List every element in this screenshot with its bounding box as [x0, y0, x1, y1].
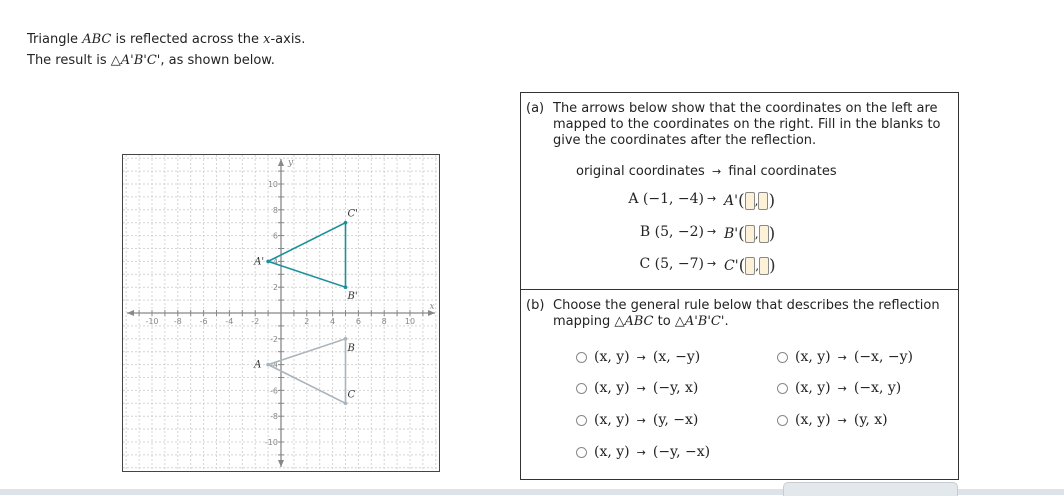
problem-statement — [27, 29, 305, 71]
rule-option-negx-negy[interactable]: (x, y) → (−x, −y) — [777, 349, 913, 365]
c-prime-y-input[interactable] — [759, 257, 769, 275]
coordinate-graph — [122, 154, 440, 472]
rule-option-negy-x[interactable]: (x, y) → (−y, x) — [576, 380, 698, 396]
x-tick-label: -6 — [199, 317, 208, 326]
x-tick-label: 6 — [355, 317, 361, 326]
part-a-section: (a) The arrows below show that the coordinates on the left are mapped to the coordinates on the right. Fill in the blanks to give the coordinates after the reflection. original coordinates → final coordinates A (−1, −4) → A' ( , ) B (5, −2) → B' ( , ) C (5, −7) → C' ( , ) — [521, 93, 958, 290]
y-axis-arrow-up — [278, 159, 284, 166]
radio-icon[interactable] — [576, 415, 587, 426]
x-tick-label: -10 — [145, 317, 159, 326]
triangle-abc-label-c: C — [347, 389, 356, 401]
x-tick-label: -2 — [251, 317, 260, 326]
radio-icon[interactable] — [777, 415, 788, 426]
graph-canvas — [123, 155, 439, 471]
triangle-a-prime-b-prime-c-prime-vertex-a — [266, 260, 270, 264]
y-tick-label: 2 — [272, 283, 278, 293]
part-b-label: (b) — [526, 298, 545, 313]
y-tick-label: -6 — [270, 386, 278, 396]
x-tick-label: -4 — [225, 317, 234, 326]
y-tick-label: -10 — [264, 438, 278, 447]
triangle-a-prime-b-prime-c-prime-label-c: C' — [347, 208, 358, 220]
part-a-text: The arrows below show that the coordinates on the left are mapped to the coordinates on the right. Fill in the blanks to give the coordinates after the reflection. — [553, 101, 941, 148]
y-axis-label: y — [288, 158, 294, 168]
radio-icon[interactable] — [576, 352, 587, 363]
coordinates-header: original coordinates → final coordinates — [576, 164, 837, 179]
x-tick-label: 2 — [304, 317, 310, 326]
triangle-abc-label-a: A — [254, 359, 262, 371]
y-tick-label: -4 — [270, 360, 278, 370]
c-prime-x-input[interactable] — [745, 257, 755, 275]
y-tick-label: 6 — [272, 231, 278, 241]
triangle-abc-label-b: B — [347, 342, 355, 354]
part-b-section — [521, 290, 958, 479]
x-axis-arrow-left — [127, 310, 134, 316]
rule-option-y-x[interactable]: (x, y) → (y, x) — [777, 412, 888, 428]
rule-option-negy-negx[interactable]: (x, y) → (−y, −x) — [576, 444, 710, 460]
x-tick-label: 4 — [330, 317, 336, 326]
bottom-tab[interactable] — [783, 482, 958, 496]
question-panel — [520, 92, 959, 480]
rule-option-y-negx[interactable]: (x, y) → (y, −x) — [576, 412, 698, 428]
a-prime-x-input[interactable] — [745, 192, 755, 210]
y-tick-label: 8 — [272, 205, 278, 215]
radio-icon[interactable] — [777, 352, 788, 363]
part-b-text: Choose the general rule below that describes the reflection mapping △ABC to △A'B'C'. — [553, 298, 940, 329]
triangle-a-prime-b-prime-c-prime-label-a: A' — [254, 256, 265, 268]
triangle-a-prime-b-prime-c-prime-label-b: B' — [347, 291, 358, 303]
rule-option-x-negy[interactable]: (x, y) → (x, −y) — [576, 349, 700, 365]
triangle-a-prime-b-prime-c-prime-vertex-b — [344, 285, 348, 289]
problem-line-2: The result is △A'B'C', as shown below. — [27, 53, 275, 68]
triangle-abc-vertex-b — [344, 337, 348, 341]
x-tick-label: -8 — [173, 317, 182, 326]
radio-icon[interactable] — [576, 383, 587, 394]
y-axis-arrow-down — [278, 460, 284, 467]
x-tick-label: 8 — [381, 317, 387, 326]
triangle-a-prime-b-prime-c-prime-vertex-c — [344, 221, 348, 225]
triangle-abc-vertex-c — [344, 402, 348, 406]
b-prime-x-input[interactable] — [745, 225, 755, 243]
rule-option-negx-y[interactable]: (x, y) → (−x, y) — [777, 380, 901, 396]
problem-line-1: Triangle ABC is reflected across the x-axis. — [27, 32, 306, 47]
x-axis-label: x — [429, 302, 435, 312]
x-tick-label: 10 — [404, 317, 416, 326]
part-a-label: (a) — [526, 101, 545, 116]
y-tick-label: -2 — [270, 334, 278, 344]
b-prime-y-input[interactable] — [759, 225, 769, 243]
y-tick-label: -8 — [270, 412, 278, 422]
y-tick-label: 10 — [267, 180, 278, 189]
radio-icon[interactable] — [777, 383, 788, 394]
radio-icon[interactable] — [576, 447, 587, 458]
triangle-abc-vertex-a — [266, 363, 270, 367]
y-tick-label: 4 — [272, 257, 278, 267]
a-prime-y-input[interactable] — [758, 192, 768, 210]
